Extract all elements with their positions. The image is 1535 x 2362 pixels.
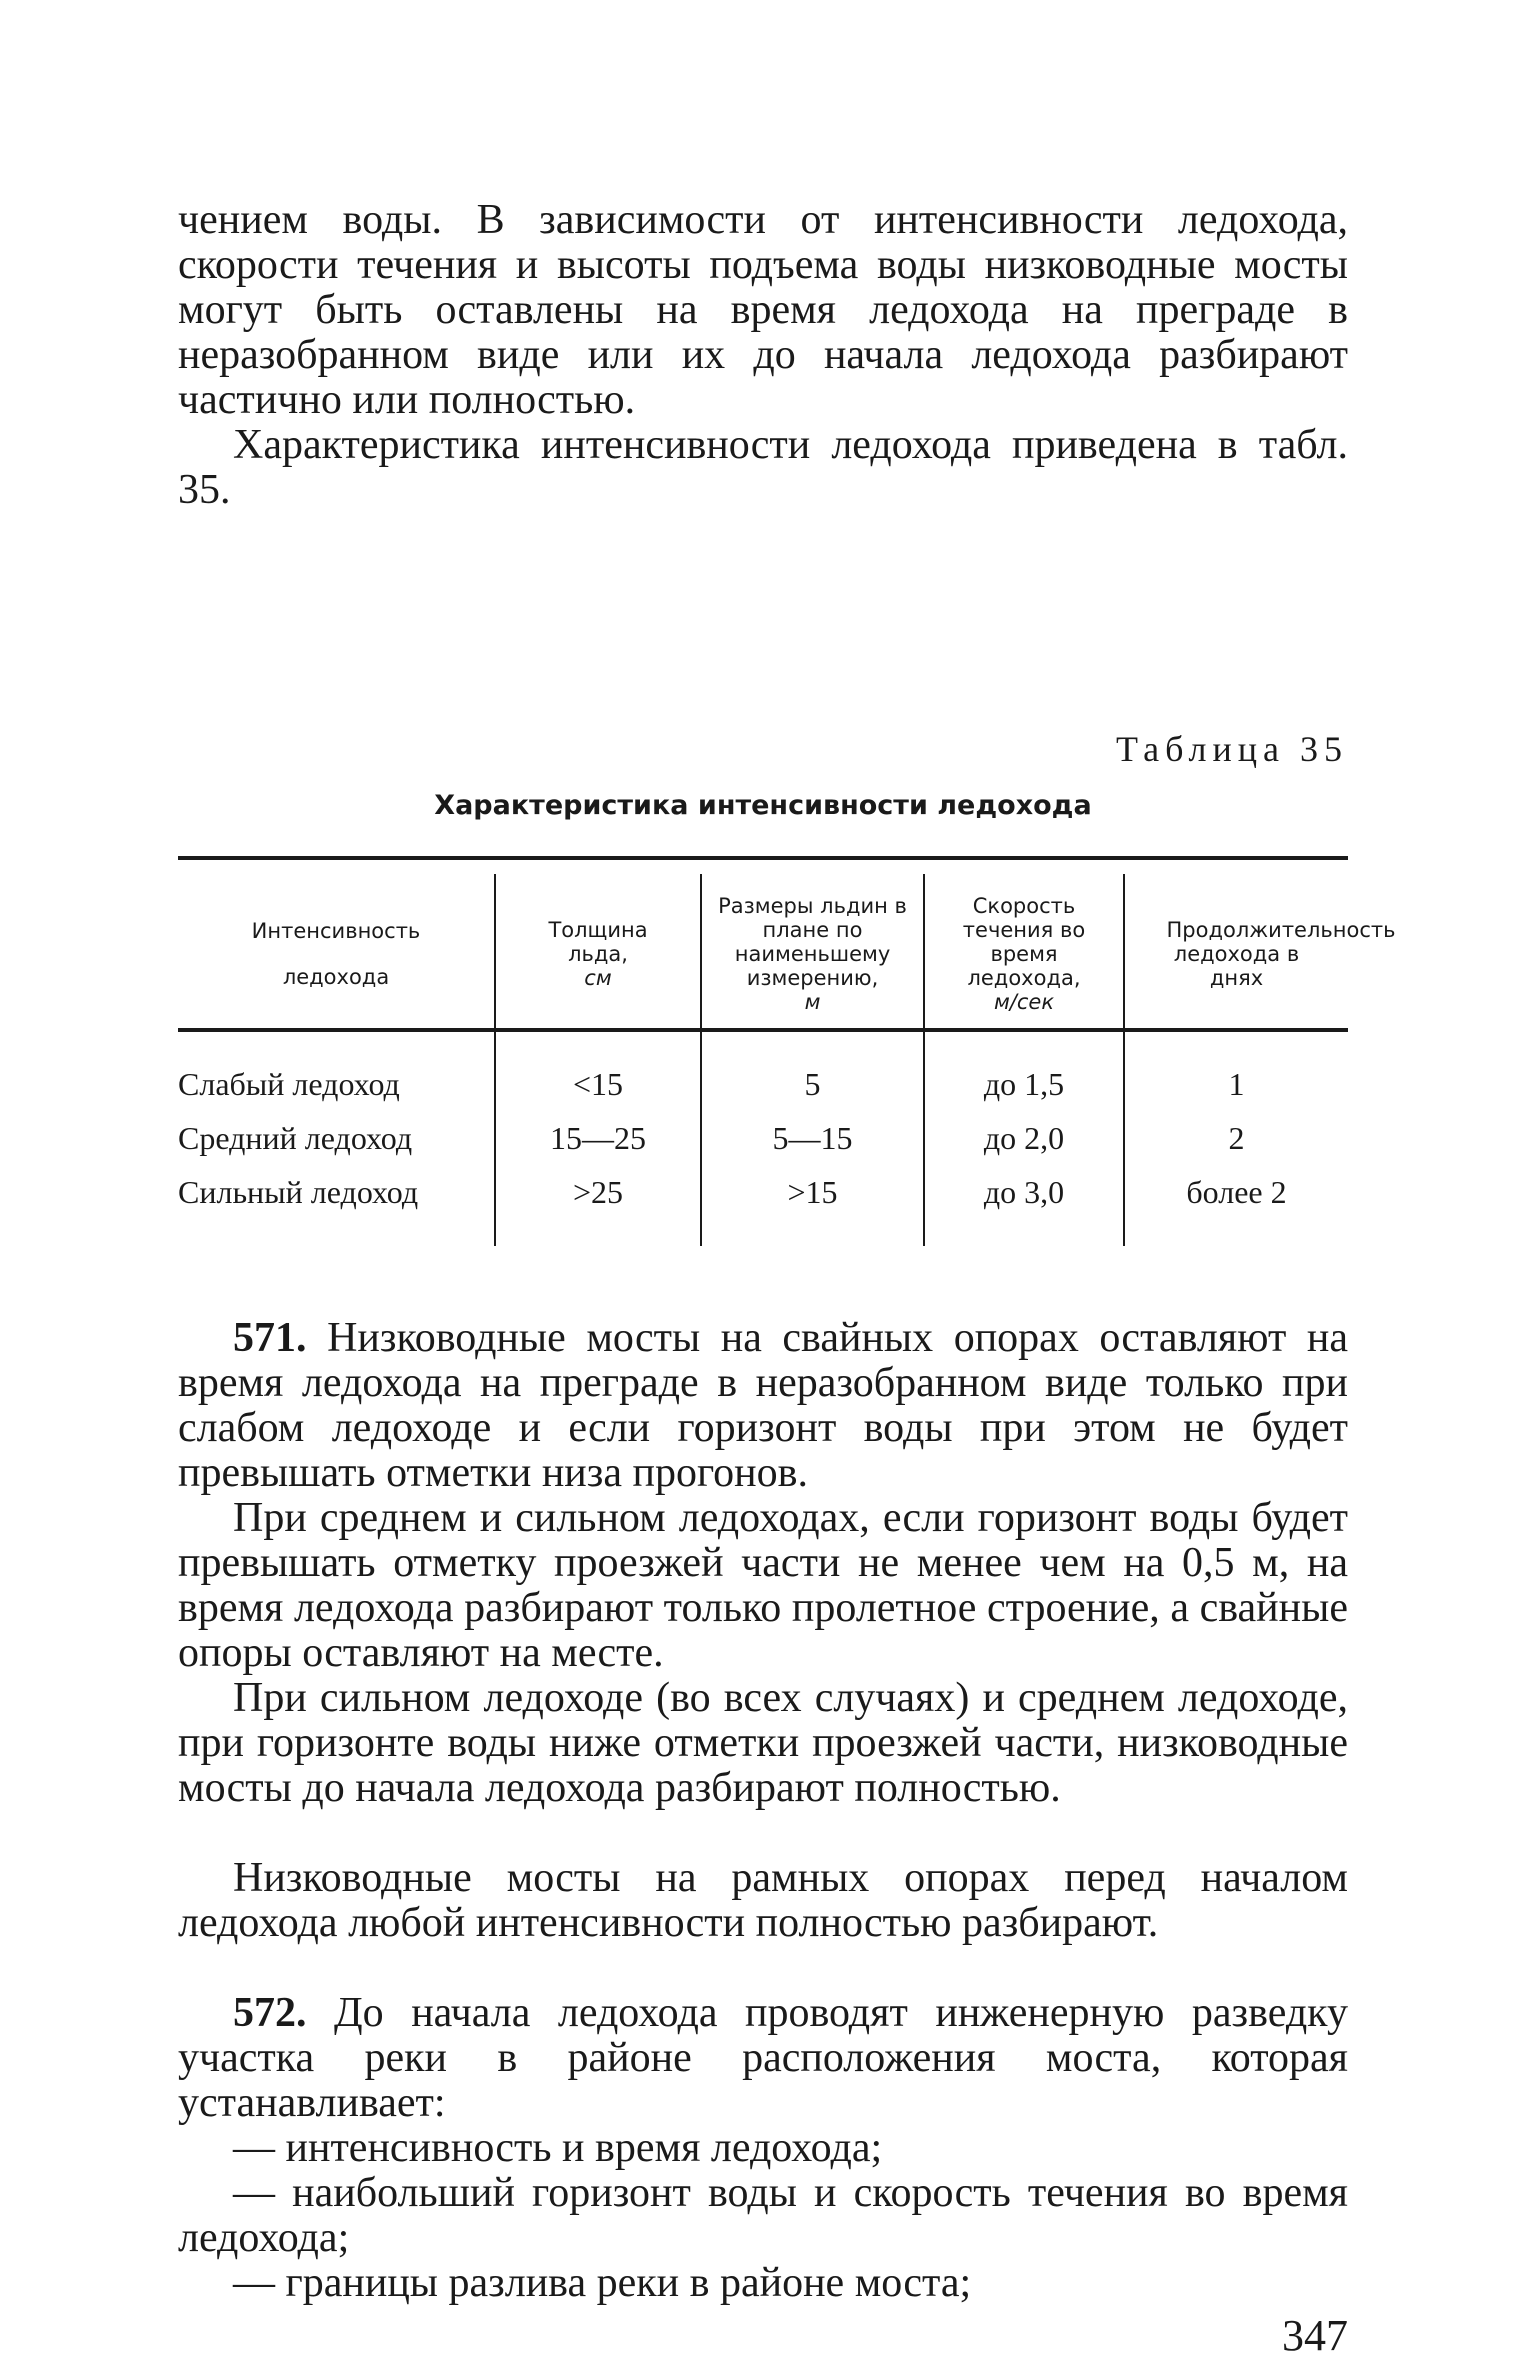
header-thickness xyxy=(496,884,700,1024)
cell-thickness: 15—25 xyxy=(550,1119,646,1156)
header-duration xyxy=(1125,884,1396,1024)
header-floe-size-unit: м xyxy=(804,990,821,1014)
header-intensity-label: Интенсивность ледохода xyxy=(251,919,421,989)
section-572-paragraph-1 xyxy=(178,1991,1348,2126)
section-571-number: 571. xyxy=(233,1315,307,1361)
header-floe-size-label: Размеры льдин в плане по наименьшему измерению, xyxy=(718,894,907,990)
table-row xyxy=(178,1166,1348,1218)
cell-intensity: Средний ледоход xyxy=(178,1119,413,1156)
ice-drift-table xyxy=(178,856,1396,1244)
section-572-item-1: — интенсивность и время ледохода; xyxy=(233,2125,883,2171)
cell-speed: до 1,5 xyxy=(983,1065,1065,1102)
cell-floe-size: 5—15 xyxy=(772,1119,853,1156)
header-floe-size xyxy=(702,884,923,1024)
cell-intensity: Сильный ледоход xyxy=(178,1173,419,1210)
header-speed-label: Скорость течения во время ледохода, xyxy=(962,894,1086,990)
cell-duration: 2 xyxy=(1228,1119,1245,1156)
cell-speed: до 3,0 xyxy=(983,1173,1065,1210)
section-571-paragraph-2: При среднем и сильном ледоходах, если горизонт воды будет превышать отметку проезжей части не менее чем на 0,5 м, на время ледохода разбирают только пролетное строение, а свайные опоры оставляют на месте. xyxy=(178,1495,1348,1676)
table-number: Таблица 35 xyxy=(1116,729,1348,769)
table-row xyxy=(178,1112,1348,1164)
header-thickness-cell xyxy=(538,918,658,990)
table-top-rule xyxy=(178,856,1348,860)
cell-speed: до 2,0 xyxy=(983,1119,1065,1156)
cell-duration: более 2 xyxy=(1186,1173,1287,1210)
header-speed-cell xyxy=(949,894,1099,1014)
section-571-paragraph-3: При сильном ледоходе (во всех случаях) и среднем ледоходе, при горизонте воды ниже отметки проезжей части, низководные мосты до начала ледохода разбирают полностью. xyxy=(178,1675,1348,1811)
header-speed xyxy=(925,884,1123,1024)
table-title: Характеристика интенсивности ледохода xyxy=(434,790,1092,821)
cell-floe-size: 5 xyxy=(804,1065,821,1102)
intro-paragraph-2: Характеристика интенсивности ледохода приведена в табл. 35. xyxy=(178,422,1348,513)
header-thickness-unit: см xyxy=(584,966,612,990)
section-572-number: 572. xyxy=(233,1990,307,2036)
header-floe-size-cell xyxy=(713,894,913,1014)
section-571-text-1: Низководные мосты на свайных опорах оставляют на время ледохода на преграде в неразобранном виде только при слабом ледоходе и если горизонт воды при этом не будет превышать отметки низа прогонов. xyxy=(178,1315,1348,1496)
section-571-paragraph-1 xyxy=(178,1316,1348,1496)
header-thickness-label: Толщина льда, xyxy=(548,918,648,966)
intro-paragraph-1: чением воды. В зависимости от интенсивности ледохода, скорости течения и высоты подъема воды низководные мосты могут быть оставлены на время ледохода на преграде в неразобранном виде или их до начала ледохода разбирают частично или полностью. xyxy=(178,197,1348,423)
cell-intensity: Слабый ледоход xyxy=(178,1065,400,1102)
section-571-paragraph-4: Низководные мосты на рамных опорах перед началом ледохода любой интенсивности полностью разбирают. xyxy=(178,1855,1348,1946)
cell-thickness: <15 xyxy=(572,1065,624,1102)
header-duration-label: Продолжительность ледохода в днях xyxy=(1166,918,1396,990)
table-row xyxy=(178,1058,1348,1110)
header-intensity xyxy=(178,884,494,1024)
header-speed-unit: м/сек xyxy=(993,990,1055,1014)
section-572-item-2: — наибольший горизонт воды и скорость течения во время ледохода; xyxy=(178,2170,1348,2261)
section-572-text-1: До начала ледохода проводят инженерную разведку участка реки в районе расположения моста, которая устанавливает: xyxy=(178,1990,1348,2126)
table-header-rule xyxy=(178,1028,1348,1032)
cell-floe-size: >15 xyxy=(787,1173,838,1210)
cell-thickness: >25 xyxy=(572,1173,624,1210)
page-number: 347 xyxy=(1282,2311,1348,2360)
cell-duration: 1 xyxy=(1228,1065,1245,1102)
section-572-item-3: — границы разлива реки в районе моста; xyxy=(233,2260,972,2306)
